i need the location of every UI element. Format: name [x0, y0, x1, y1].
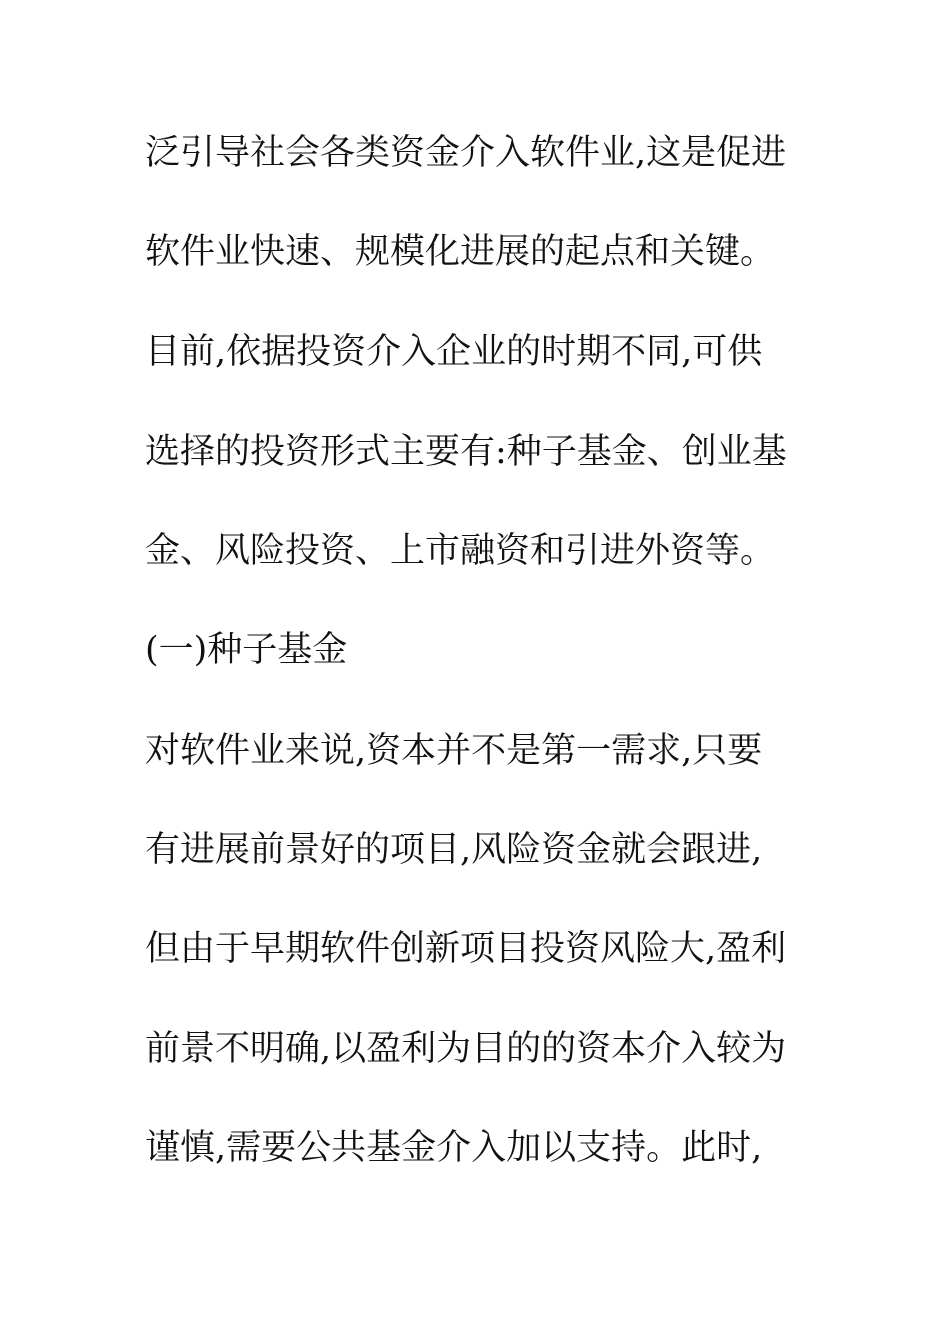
- body-text-line: 对软件业来说,资本并不是第一需求,只要: [145, 731, 763, 771]
- body-text-line: 目前,依据投资介入企业的时期不同,可供: [145, 332, 763, 372]
- body-text-line: 前景不明确,以盈利为目的的资本介入较为: [145, 1029, 787, 1069]
- section-heading: (一)种子基金: [145, 630, 348, 670]
- body-text-line: 金、风险投资、上市融资和引进外资等。: [145, 531, 776, 571]
- body-text-line: 谨慎,需要公共基金介入加以支持。此时,: [145, 1128, 763, 1168]
- body-text-line: 有进展前景好的项目,风险资金就会跟进,: [145, 830, 763, 870]
- body-text-line: 泛引导社会各类资金介入软件业,这是促进: [145, 133, 787, 173]
- body-text-line: 但由于早期软件创新项目投资风险大,盈利: [145, 929, 787, 969]
- body-text-line: 软件业快速、规模化进展的起点和关键。: [145, 232, 776, 272]
- body-text-line: 选择的投资形式主要有:种子基金、创业基: [145, 432, 787, 472]
